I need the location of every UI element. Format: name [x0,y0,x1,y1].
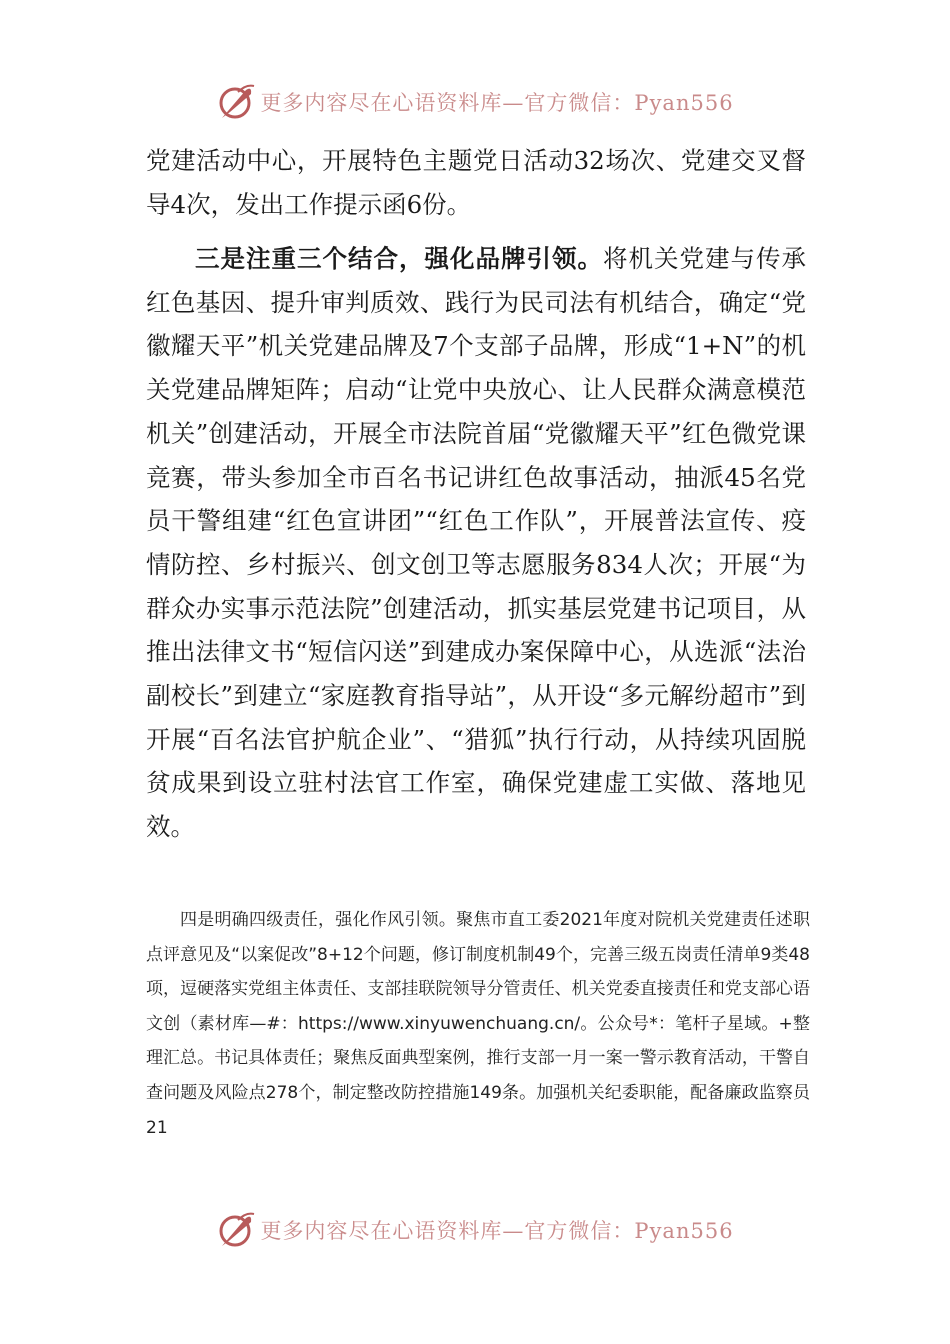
quill-logo-icon [216,1210,256,1250]
paragraph-2-body: 将机关党建与传承红色基因、提升审判质效、践行为民司法有机结合，确定“党徽耀天平”机关党建品牌及7个支部子品牌，形成“1+N”的机关党建品牌矩阵；启动“让党中央放心、让人民群众满意模范机关”创建活动，开展全市法院首届“党徽耀天平”红色微党课竞赛，带头参加全市百名书记讲红色故事活动，抽派45名党员干警组建“红色宣讲团”“红色工作队”，开展普法宣传、疫情防控、乡村振兴、创文创卫等志愿服务834人次；开展“为群众办实事示范法院”创建活动，抓实基层党建书记项目，从推出法律文书“短信闪送”到建成办案保障中心，从选派“法治副校长”到建立“家庭教育指导站”，从开设“多元解纷超市”到开展“百名法官护航企业”、“猎狐”执行行动，从持续巩固脱贫成果到设立驻村法官工作室，确保党建虚工实做、落地见效。 [146,244,806,842]
paragraph-1-text: 党建活动中心，开展特色主题党日活动32场次、党建交叉督导4次，发出工作提示函6份。 [146,146,806,219]
header-banner-text: 更多内容尽在心语资料库—官方微信：Pyan556 [260,91,734,115]
footer-banner [0,1208,950,1252]
paragraph-2-lead: 三是注重三个结合，强化品牌引领。 [195,244,603,273]
paragraph-2 [146,237,806,849]
paragraph-3 [146,903,810,1145]
paragraph-1 [146,139,806,226]
quill-logo-icon [216,82,256,122]
header-banner [0,80,950,124]
footer-banner-text: 更多内容尽在心语资料库—官方微信：Pyan556 [260,1219,734,1243]
paragraph-3-text: 四是明确四级责任，强化作风引领。聚焦市直工委2021年度对院机关党建责任述职点评意见及“以案促改”8+12个问题，修订制度机制49个，完善三级五岗责任清单9类48项，逗硬落实党组主体责任、支部挂联院领导分管责任、机关党委直接责任和党支部心语文创（素材库—#：https://www.xinyuwenchuang.cn/。公众号*：笔杆子星域。+整理汇总。书记具体责任；聚焦反面典型案例，推行支部一月一案一警示教育活动，干警自查问题及风险点278个，制定整改防控措施149条。加强机关纪委职能，配备廉政监察员21 [146,910,810,1138]
